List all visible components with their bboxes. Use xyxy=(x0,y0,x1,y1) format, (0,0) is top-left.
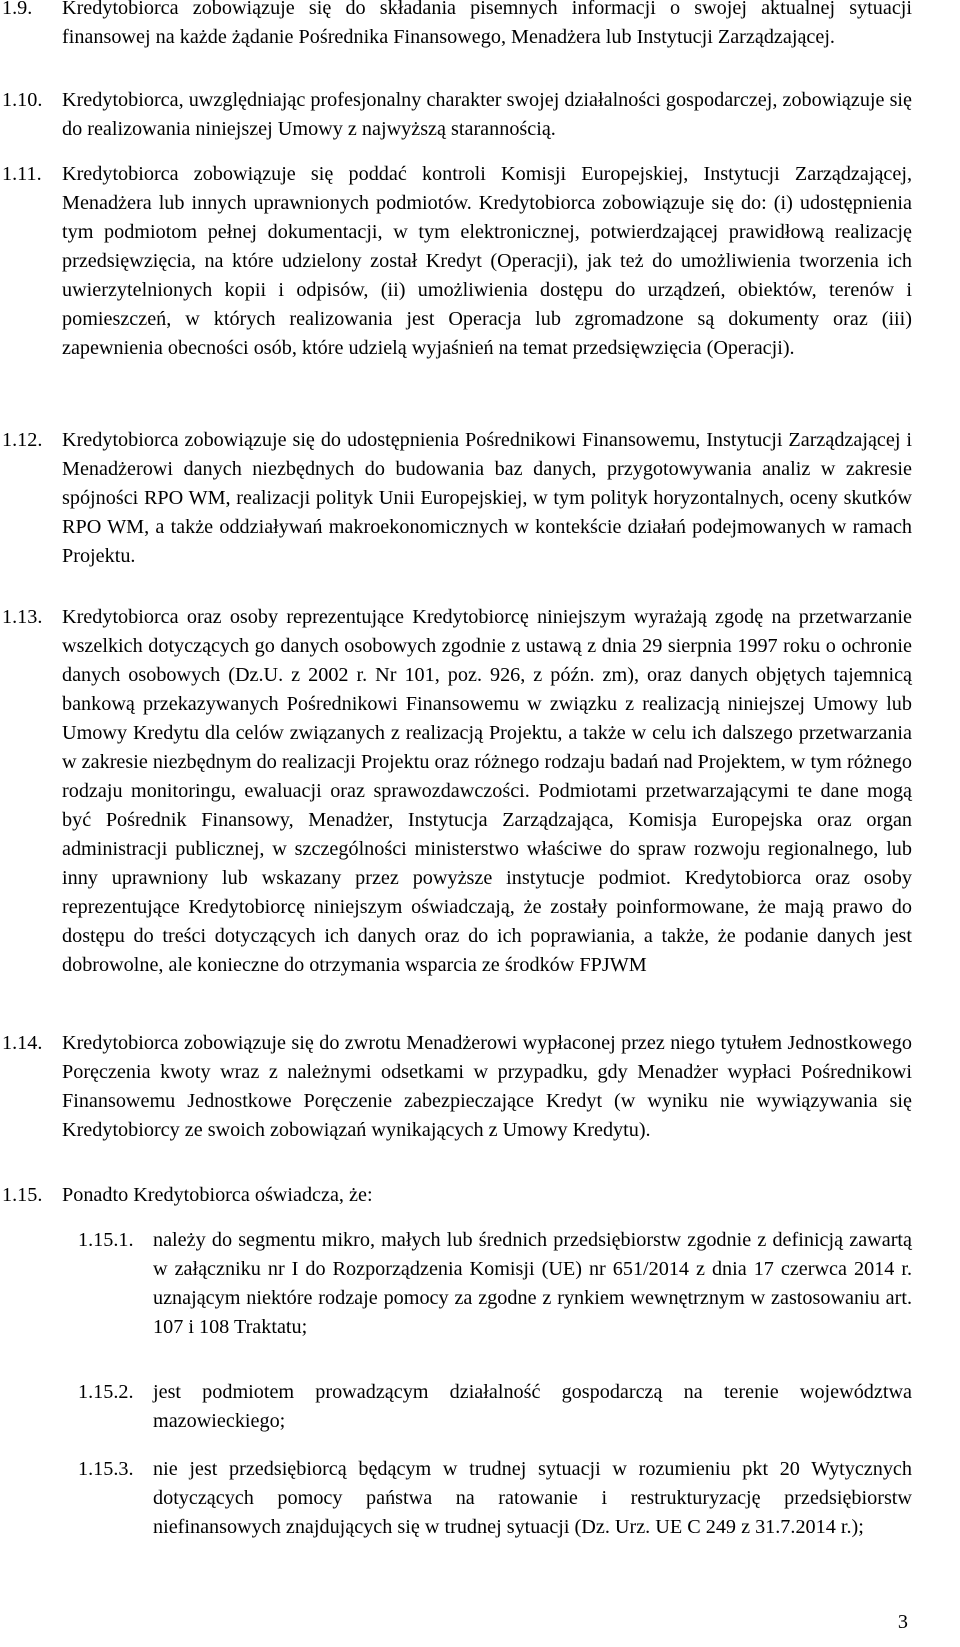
paragraph-text: Kredytobiorca zobowiązuje się do zwrotu Menadżerowi wypłaconej przez niego tytułem Jednostkowego Poręczenia kwoty wraz z należnymi odsetkami w przypadku, gdy Menadżer wypłaci Pośrednikowi Finansowemu Jednostkowe Poręczenie zabezpieczające Kredyt (w wyniku nie wywiązywania się Kredytobiorcy ze swoich zobowiązań wynikających z Umowy Kredytu). xyxy=(62,1032,912,1141)
subparagraph-number: 1.15.2. xyxy=(78,1381,134,1403)
page-number: 3 xyxy=(897,1611,908,1633)
subparagraph-text: należy do segmentu mikro, małych lub średnich przedsiębiorstw zgodnie z definicją zawartą w załączniku nr I do Rozporządzenia Komisji (UE) nr 651/2014 z dnia 17 czerwca 2014 r. uznającym niektóre rodzaje pomocy za zgodne z rynkiem wewnętrznym w zastosowaniu art. 107 i 108 Traktatu; xyxy=(153,1229,912,1338)
paragraph-number: 1.12. xyxy=(2,429,43,451)
paragraph-number: 1.15. xyxy=(2,1184,43,1206)
paragraph-text: Kredytobiorca zobowiązuje się do udostępnienia Pośrednikowi Finansowemu, Instytucji Zarządzającej i Menadżerowi danych niezbędnych do budowania baz danych, przygotowywania analiz w zakresie spójności RPO WM, realizacji polityk Unii Europejskiej, w tym polityk horyzontalnych, oceny skutków RPO WM, a także oddziaływań makroekonomicznych w kontekście działań podejmowanych w ramach Projektu. xyxy=(62,429,912,567)
paragraph-text: Kredytobiorca oraz osoby reprezentujące Kredytobiorcę niniejszym wyrażają zgodę na przetwarzanie wszelkich dotyczących go danych osobowych zgodnie z ustawą z dnia 29 sierpnia 1997 roku o ochronie danych osobowych (Dz.U. z 2002 r. Nr 101, poz. 926, z późn. zm), oraz danych objętych tajemnicą bankową przekazywanych Pośrednikowi Finansowemu w związku z realizacją niniejszej Umowy lub Umowy Kredytu dla celów związanych z realizacją Projektu, a także w celu ich dalszego przetwarzania w zakresie niezbędnym do realizacji Projektu oraz różnego rodzaju badań nad Projektem, w tym różnego rodzaju monitoringu, ewaluacji oraz sprawozdawczości. Podmiotami przetwarzającymi te dane mogą być Pośrednik Finansowy, Menadżer, Instytucja Zarządzająca, Komisja Europejska oraz organ administracji publicznej, w szczególności ministerstwo właściwe do spraw rozwoju regionalnego, lub inny uprawniony lub wskazany przez powyższe instytucje podmiot. Kredytobiorca oraz osoby reprezentujące Kredytobiorcę niniejszym oświadczają, że zostały poinformowane, że mają prawo do dostępu do treści dotyczących ich danych oraz do ich poprawiania, a także, że podanie danych jest dobrowolne, ale konieczne do otrzymania wsparcia ze środków FPJWM xyxy=(62,606,912,976)
paragraph-number: 1.9. xyxy=(2,0,33,19)
paragraph-number: 1.13. xyxy=(2,606,43,628)
paragraph-text: Kredytobiorca zobowiązuje się poddać kontroli Komisji Europejskiej, Instytucji Zarządzającej, Menadżera lub innych uprawnionych podmiotów. Kredytobiorca zobowiązuje się do: (i) udostępnienia tym podmiotom pełnej dokumentacji, w tym elektronicznej, potwierdzającej prawidłową realizację przedsięwzięcia, na które udzielony został Kredyt (Operacji), jak też do umożliwienia tworzenia ich uwierzytelnionych kopii i odpisów, (ii) umożliwienia dostępu do urządzeń, obiektów, terenów i pomieszczeń, w których realizowania jest Operacja lub zgromadzone są dokumenty oraz (iii) zapewnienia obecności osób, które udzielą wyjaśnień na temat przedsięwzięcia (Operacji). xyxy=(62,163,912,359)
subparagraph-text: nie jest przedsiębiorcą będącym w trudnej sytuacji w rozumieniu pkt 20 Wytycznych dotyczących pomocy państwa na ratowanie i restrukturyzację przedsiębiorstw niefinansowych znajdujących się w trudnej sytuacji (Dz. Urz. UE C 249 z 31.7.2014 r.); xyxy=(153,1458,912,1538)
paragraph-number: 1.11. xyxy=(2,163,42,185)
paragraph-text: Ponadto Kredytobiorca oświadcza, że: xyxy=(62,1184,373,1206)
subparagraph-text: jest podmiotem prowadzącym działalność gospodarczą na terenie województwa mazowieckiego; xyxy=(153,1381,912,1432)
paragraph-number: 1.14. xyxy=(2,1032,43,1054)
paragraph-text: Kredytobiorca, uwzględniając profesjonalny charakter swojej działalności gospodarczej, zobowiązuje się do realizowania niniejszej Umowy z najwyższą starannością. xyxy=(62,89,912,140)
paragraph-number: 1.10. xyxy=(2,89,43,111)
paragraph-text: Kredytobiorca zobowiązuje się do składania pisemnych informacji o swojej aktualnej sytuacji finansowej na każde żądanie Pośrednika Finansowego, Menadżera lub Instytucji Zarządzającej. xyxy=(62,0,912,48)
subparagraph-number: 1.15.3. xyxy=(78,1458,134,1480)
subparagraph-number: 1.15.1. xyxy=(78,1229,134,1251)
